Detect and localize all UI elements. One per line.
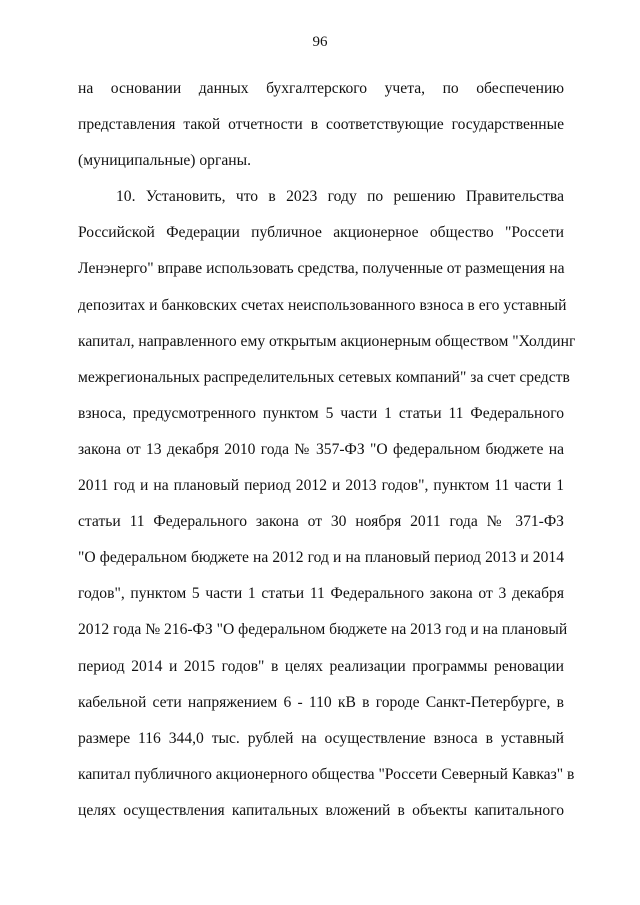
text-line: 10. Установить, что в 2023 году по решению Правительства bbox=[116, 188, 564, 206]
text-line: Российской Федерации публичное акционерное общество "Россети bbox=[78, 224, 564, 242]
text-line: на основании данных бухгалтерского учета, по обеспечению bbox=[78, 80, 564, 97]
text-line: (муниципальные) органы. bbox=[78, 152, 252, 170]
text-line: депозитах и банковских счетах неиспользованного взноса в его уставный bbox=[78, 296, 567, 314]
text-line: капитал, направленного ему открытым акционерным обществом "Холдинг bbox=[78, 332, 576, 350]
text-line: представления такой отчетности в соответствующие государственные bbox=[78, 116, 564, 134]
text-line: годов", пунктом 5 части 1 статьи 11 Федерального закона от 3 декабря bbox=[78, 585, 564, 603]
text-line: размере 116 344,0 тыс. рублей на осуществление взноса в уставный bbox=[78, 729, 564, 747]
page-number: 96 bbox=[312, 34, 328, 50]
text-line: Ленэнерго" вправе использовать средства, полученные от размещения на bbox=[78, 260, 565, 278]
text-line: 2012 года № 216-ФЗ "О федеральном бюджете на 2013 год и на плановый bbox=[78, 621, 568, 639]
text-line: 2011 год и на плановый период 2012 и 2013 годов", пунктом 11 части 1 bbox=[78, 477, 564, 495]
text-line: закона от 13 декабря 2010 года № 357-ФЗ "О федеральном бюджете на bbox=[78, 440, 564, 458]
text-line: статьи 11 Федерального закона от 30 ноября 2011 года № 371-ФЗ bbox=[78, 513, 564, 531]
text-line: кабельной сети напряжением 6 - 110 кВ в городе Санкт-Петербурге, в bbox=[78, 693, 564, 711]
document-body bbox=[78, 71, 576, 829]
text-line: период 2014 и 2015 годов" в целях реализации программы реновации bbox=[78, 657, 564, 675]
text-line: капитал публичного акционерного общества "Россети Северный Кавказ" в bbox=[78, 765, 575, 783]
text-line: целях осуществления капитальных вложений в объекты капитального bbox=[78, 801, 564, 819]
text-line: межрегиональных распределительных сетевых компаний" за счет средств bbox=[78, 368, 570, 386]
text-line: взноса, предусмотренного пунктом 5 части 1 статьи 11 Федерального bbox=[78, 404, 564, 422]
text-line: "О федеральном бюджете на 2012 год и на плановый период 2013 и 2014 bbox=[78, 549, 564, 567]
